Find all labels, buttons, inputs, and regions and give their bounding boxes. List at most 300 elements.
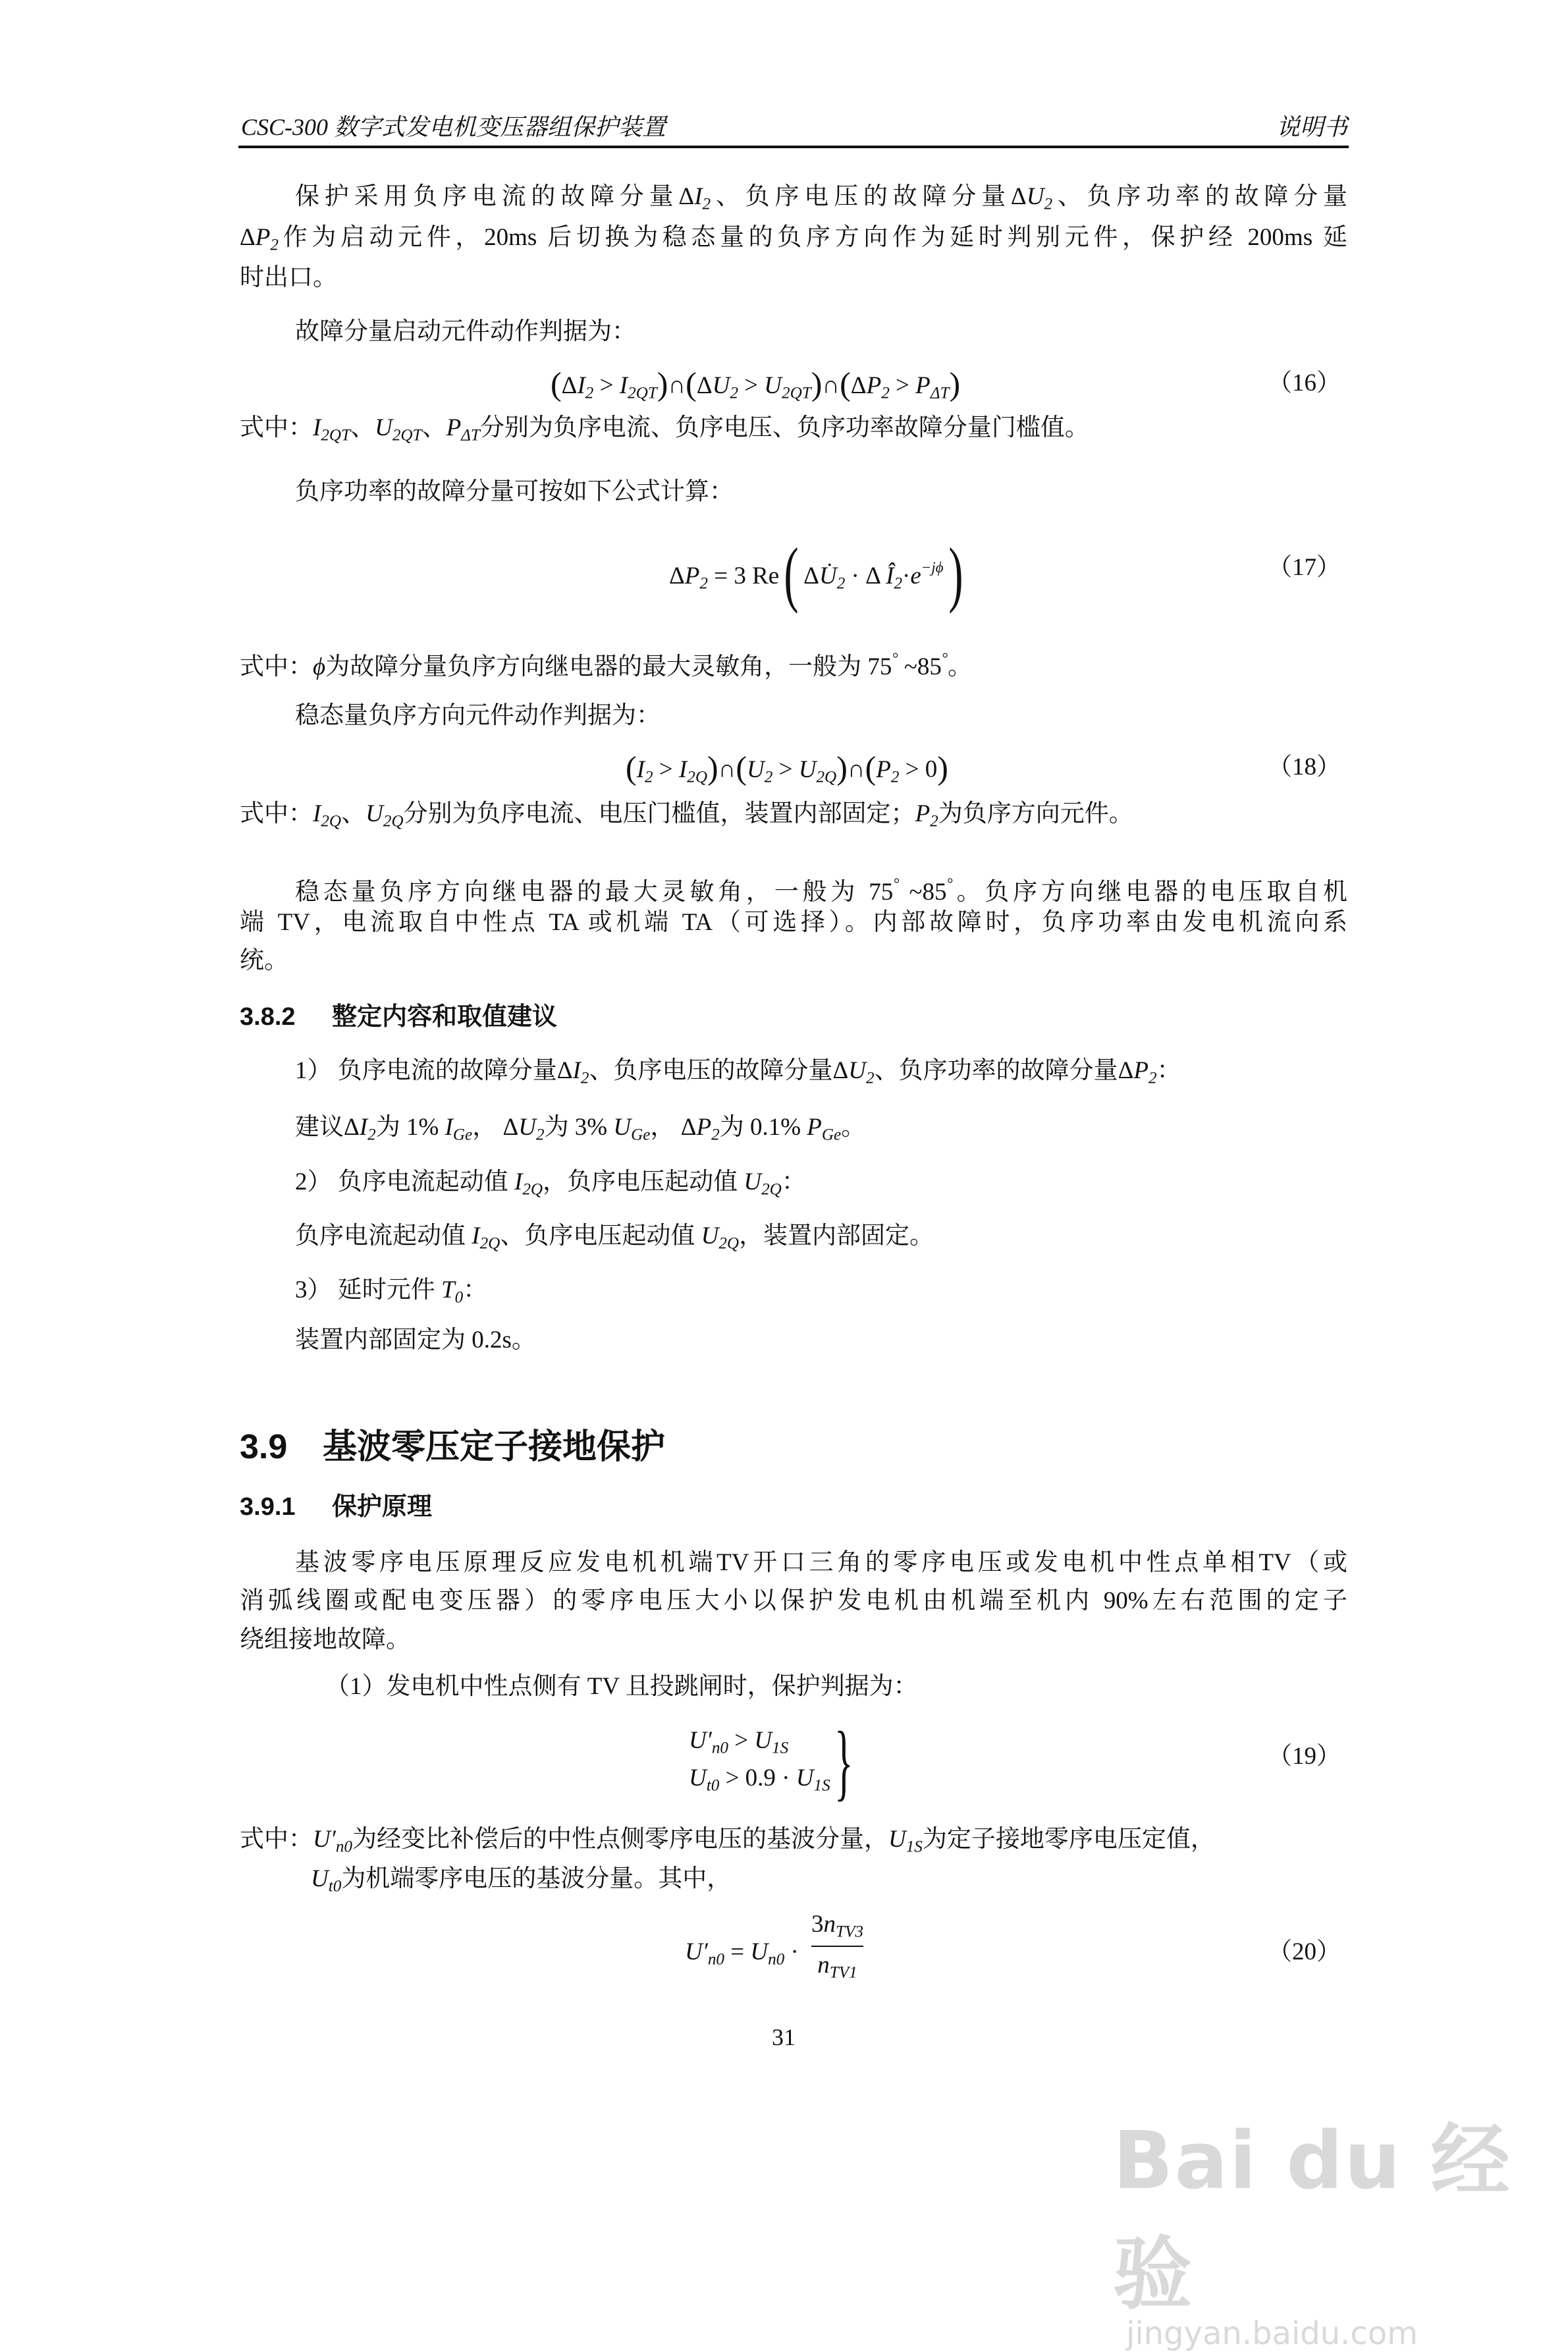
text-run: · xyxy=(784,1938,799,1965)
math-term xyxy=(313,653,325,680)
math-superscript: ° xyxy=(892,650,898,667)
math-subscript: Ge xyxy=(631,1126,651,1144)
math-term xyxy=(886,562,903,593)
math-variable: n xyxy=(817,1951,830,1979)
text-run: 稳态量负序方向元件动作判据为： xyxy=(295,702,661,729)
watermark-url: jingyan.baidu.com xyxy=(1126,2315,1418,2352)
math-term xyxy=(807,1114,842,1144)
text-run: ： xyxy=(463,1276,488,1303)
math-subscript: 1S xyxy=(772,1739,789,1757)
text-run: 。 xyxy=(841,1114,866,1141)
section-heading-3-9 xyxy=(240,1426,665,1468)
parenthesis: ( xyxy=(736,749,747,786)
page-number: 31 xyxy=(772,2024,796,2050)
math-subscript: 2 xyxy=(580,1069,589,1087)
math-subscript: 2 xyxy=(890,768,900,786)
math-variable: U xyxy=(518,1114,536,1141)
math-subscript: n0 xyxy=(768,1950,785,1969)
math-subscript: TV3 xyxy=(836,1923,863,1941)
text-run: 、负序电压的故障分量 xyxy=(711,183,1011,210)
text-run: 、负序电压的故障分量 xyxy=(589,1057,833,1084)
text-run: ∩ xyxy=(718,755,736,783)
text-run: · Δ xyxy=(845,562,886,590)
math-prefix: Δ xyxy=(240,224,256,251)
math-variable: P xyxy=(684,562,700,590)
text-run: 。负序方向继电器的电压取自机 xyxy=(952,879,1348,906)
text-run: 分别为负序电流、电压门槛值，装置内部固定； xyxy=(403,800,915,827)
text-run: > 0.9 · xyxy=(719,1764,796,1791)
text-run: 时出口。 xyxy=(240,264,337,291)
paragraph-line xyxy=(311,1863,731,1903)
math-variable: U xyxy=(712,371,730,399)
math-variable: P xyxy=(807,1114,822,1141)
paragraph-line xyxy=(240,1585,1347,1618)
math-term xyxy=(850,371,890,402)
math-subscript: 2Q xyxy=(687,768,707,786)
math-variable: U xyxy=(311,1865,329,1892)
text-run: > xyxy=(653,755,679,783)
text-run: 、 xyxy=(421,414,446,441)
math-superscript: ° xyxy=(893,875,900,892)
math-subscript: 2Q xyxy=(522,1180,543,1199)
parenthesis: ) xyxy=(937,749,948,786)
paragraph-line xyxy=(240,944,288,977)
math-prefix: Δ xyxy=(344,1114,360,1141)
math-term xyxy=(313,1826,352,1856)
text-run: · xyxy=(902,562,911,590)
math-prefix: Δ xyxy=(680,1114,697,1141)
math-superscript: ° xyxy=(941,650,948,667)
math-term xyxy=(619,371,657,402)
text-run: 。 xyxy=(948,653,973,681)
parenthesis: ( xyxy=(840,365,851,402)
parenthesis: ) xyxy=(811,365,823,402)
equation-number: （16） xyxy=(1268,369,1341,397)
text-run: 负序功率的故障分量可按如下公式计算： xyxy=(295,478,734,505)
text-run: 消弧线圈或配电变压器）的零序电压大小以保护发电机由机端至机内 90%左右范围的定子 xyxy=(240,1587,1347,1614)
math-variable: U xyxy=(689,1764,707,1791)
math-term xyxy=(240,224,279,254)
math-subscript: n0 xyxy=(711,1739,728,1757)
math-subscript: 2 xyxy=(270,236,279,254)
text-run: > xyxy=(728,1727,755,1754)
equation-number: （18） xyxy=(1268,753,1341,780)
watermark-logo: Bai du 经验 xyxy=(1113,2116,1511,2320)
math-variable: I xyxy=(694,183,703,210)
math-subscript: 0 xyxy=(454,1288,464,1307)
paragraph-line xyxy=(240,261,337,294)
math-term xyxy=(311,1865,342,1896)
text-run: 为 1% xyxy=(375,1114,445,1141)
math-term xyxy=(613,1114,651,1144)
paragraph-line xyxy=(325,1670,918,1703)
text-run: 统。 xyxy=(240,947,288,974)
math-subscript: 2Q xyxy=(479,1234,500,1253)
math-term xyxy=(689,1727,728,1757)
math-term xyxy=(941,650,948,680)
math-term xyxy=(365,800,404,831)
section-heading-3-9-1 xyxy=(240,1491,432,1523)
math-variable: P xyxy=(915,800,931,827)
math-variable: U xyxy=(750,1938,769,1965)
math-term xyxy=(678,183,711,213)
text-run: ，装置内部固定。 xyxy=(739,1222,934,1249)
text-run: 1） 负序电流的故障分量 xyxy=(295,1057,557,1084)
text-run: = xyxy=(724,1938,751,1965)
math-subscript: n0 xyxy=(335,1838,352,1856)
text-run: ，负序电压起动值 xyxy=(543,1168,744,1195)
paragraph-line xyxy=(240,1823,1215,1864)
math-variable: U xyxy=(365,800,383,827)
math-term xyxy=(876,755,900,786)
text-run: 、 xyxy=(341,800,366,827)
math-subscript: 2 xyxy=(644,768,653,786)
math-term xyxy=(636,755,653,786)
parenthesis: ( xyxy=(865,749,877,786)
math-subscript: 2 xyxy=(367,1126,376,1144)
math-variable: I xyxy=(572,1057,581,1084)
text-run: ∩ xyxy=(847,755,865,783)
math-subscript: Ge xyxy=(821,1126,842,1144)
math-subscript: 1S xyxy=(906,1838,923,1856)
math-term xyxy=(915,800,938,831)
parenthesis: ) xyxy=(707,749,718,786)
math-variable: Î xyxy=(886,562,894,590)
math-variable: I xyxy=(313,800,321,827)
text-run: > xyxy=(738,371,765,399)
math-subscript: 2QT xyxy=(321,426,351,445)
paragraph-line xyxy=(240,798,1133,838)
paragraph-line xyxy=(240,1624,410,1656)
math-variable: U xyxy=(798,755,817,783)
text-run: 式中： xyxy=(240,1826,313,1853)
math-prefix: Δ xyxy=(696,371,713,399)
text-run: = 3 Re xyxy=(707,562,780,590)
text-run: 式中： xyxy=(240,653,313,681)
math-variable: U′ xyxy=(685,1938,708,1965)
section-title: 整定内容和取值建议 xyxy=(332,1003,558,1031)
math-prefix: Δ xyxy=(1010,183,1027,210)
math-term xyxy=(502,1114,545,1144)
math-term xyxy=(701,1222,740,1253)
text-run: 绕组接地故障。 xyxy=(240,1626,410,1653)
math-prefix: Δ xyxy=(850,371,867,399)
text-run: 保护采用负序电流的故障分量 xyxy=(295,183,679,210)
paragraph-line xyxy=(295,1111,865,1152)
math-subscript: 1S xyxy=(813,1776,830,1795)
paragraph-line xyxy=(295,1324,536,1357)
fraction-numerator xyxy=(811,1910,863,1942)
paragraph-line xyxy=(240,906,1347,939)
text-run: ∩ xyxy=(822,371,840,399)
text-run: > xyxy=(593,371,620,399)
text-run: 式中： xyxy=(240,800,313,827)
math-variable: U xyxy=(796,1764,814,1791)
math-prefix: Δ xyxy=(832,1057,849,1084)
math-term xyxy=(441,1276,464,1307)
math-subscript: 2 xyxy=(730,384,738,402)
text-run: 、负序功率的故障分量 xyxy=(1052,183,1348,210)
math-term xyxy=(937,749,948,786)
text-run: ， xyxy=(472,1114,503,1141)
math-variable: P xyxy=(866,371,882,399)
math-variable: P xyxy=(255,224,271,251)
math-variable: U̇ xyxy=(819,562,837,590)
math-prefix: Δ xyxy=(556,1057,573,1084)
math-term xyxy=(747,755,773,786)
paragraph-line xyxy=(295,867,1347,909)
math-superscript: ° xyxy=(946,875,953,892)
text-run: 作为启动元件，20ms 后切换为稳态量的负序方向作为延时判别元件，保护经 200ms 延 xyxy=(278,224,1347,251)
baidu-jingyan-watermark xyxy=(1113,2098,1568,2352)
text-run: > xyxy=(772,755,799,783)
math-superscript: −jϕ xyxy=(921,559,944,576)
section-title: 基波零压定子接地保护 xyxy=(323,1428,666,1466)
large-parenthesis: ( xyxy=(784,533,799,615)
parenthesis: ( xyxy=(551,365,562,402)
math-subscript: 2 xyxy=(881,384,890,402)
math-term xyxy=(446,414,480,445)
math-subscript: 2 xyxy=(865,1069,875,1087)
math-term xyxy=(736,749,747,786)
math-variable: U xyxy=(764,371,782,399)
math-term xyxy=(754,1727,789,1757)
math-term xyxy=(375,414,422,445)
math-variable: n xyxy=(823,1911,836,1938)
math-subscript: 2 xyxy=(585,384,594,402)
math-subscript: 2Q xyxy=(718,1234,740,1253)
math-term xyxy=(743,1168,782,1199)
paragraph-line xyxy=(295,315,636,348)
math-variable: I xyxy=(619,371,628,399)
math-subscript: 2 xyxy=(930,812,938,831)
math-variable: T xyxy=(441,1276,455,1303)
math-variable: U xyxy=(613,1114,632,1141)
text-run: 建议 xyxy=(295,1114,344,1141)
text-run: 基波零序电压原理反应发电机机端TV开口三角的零序电压或发电机中性点单相TV（或 xyxy=(295,1549,1347,1576)
text-run: 3） 延时元件 xyxy=(295,1276,441,1303)
equation-number: （17） xyxy=(1268,554,1341,581)
equation-19-line-2 xyxy=(689,1762,830,1803)
text-run: 、 xyxy=(350,414,375,441)
text-run: > xyxy=(889,371,916,399)
math-term xyxy=(888,1826,923,1856)
math-variable: U xyxy=(1026,183,1044,210)
math-variable: P xyxy=(876,755,891,783)
math-subscript: t0 xyxy=(328,1877,342,1896)
math-term xyxy=(1010,183,1053,213)
math-variable: I xyxy=(445,1114,453,1141)
equation-18 xyxy=(626,751,948,794)
math-term xyxy=(657,365,668,402)
math-variable: e xyxy=(910,562,921,590)
right-brace: } xyxy=(834,1714,853,1809)
math-subscript: 2QT xyxy=(782,384,811,402)
section-number: 3.9.1 xyxy=(240,1493,296,1521)
equation-20-fraction xyxy=(811,1910,863,1982)
math-term xyxy=(764,371,811,402)
text-run: 为机端零序电压的基波分量。其中， xyxy=(341,1865,732,1892)
math-term xyxy=(750,1938,785,1969)
math-variable: U xyxy=(754,1727,772,1754)
text-run: ， xyxy=(650,1114,681,1141)
math-prefix: Δ xyxy=(803,562,819,590)
section-title: 保护原理 xyxy=(332,1493,433,1521)
math-subscript: 2 xyxy=(836,574,846,593)
math-subscript: 2 xyxy=(699,574,708,593)
math-variable: U′ xyxy=(689,1727,712,1754)
math-variable: U xyxy=(743,1168,762,1195)
parenthesis: ( xyxy=(686,365,697,402)
text-run: ~85 xyxy=(899,879,947,906)
math-subscript: 2Q xyxy=(383,812,404,831)
text-run: 装置内部固定为 0.2s。 xyxy=(295,1326,536,1354)
math-variable: U xyxy=(848,1057,866,1084)
math-term xyxy=(696,371,738,402)
math-term xyxy=(832,1057,875,1087)
math-variable: P xyxy=(446,414,462,441)
text-run: 3 xyxy=(811,1911,824,1938)
section-heading-3-8-2 xyxy=(240,1000,557,1033)
math-variable: I xyxy=(577,371,585,399)
math-term xyxy=(561,371,594,402)
math-prefix: Δ xyxy=(502,1114,519,1141)
math-term xyxy=(910,559,944,590)
text-run: ： xyxy=(781,1168,806,1195)
paragraph-line xyxy=(240,221,1347,262)
header-right: 说明书 xyxy=(1276,114,1347,140)
math-term xyxy=(811,365,823,402)
text-run: 故障分量启动元件动作判据为： xyxy=(295,318,636,345)
math-term xyxy=(685,1938,724,1969)
text-run: > 0 xyxy=(899,755,938,783)
math-variable: I xyxy=(359,1114,368,1141)
text-run: 为负序方向元件。 xyxy=(938,800,1133,827)
text-run: 为故障分量负序方向继电器的最大灵敏角，一般为 75 xyxy=(325,653,892,681)
math-prefix: Δ xyxy=(678,183,695,210)
equation-number: （20） xyxy=(1268,1938,1341,1965)
equation-17 xyxy=(669,533,967,615)
math-term xyxy=(678,755,707,786)
text-run: 、负序功率的故障分量 xyxy=(874,1057,1118,1084)
text-run: 为 3% xyxy=(544,1114,614,1141)
equation-16 xyxy=(551,367,960,410)
math-variable: U xyxy=(747,755,765,783)
math-variable: U xyxy=(375,414,392,441)
math-subscript: 2Q xyxy=(321,812,342,831)
text-run: （1）发电机中性点侧有 TV 且投跳闸时，保护判据为： xyxy=(325,1673,918,1700)
paragraph-line xyxy=(295,1546,1347,1579)
math-term xyxy=(817,1951,857,1982)
math-term xyxy=(514,1168,543,1199)
math-variable: U xyxy=(888,1826,906,1853)
equation-20-lhs xyxy=(685,1936,799,1977)
text-run: 为定子接地零序电压定值， xyxy=(922,1826,1215,1853)
math-variable: I xyxy=(472,1222,480,1249)
section-number: 3.8.2 xyxy=(240,1003,296,1031)
math-term xyxy=(313,414,351,445)
fraction-bar xyxy=(811,1946,863,1947)
math-subscript: t0 xyxy=(706,1776,720,1795)
math-term xyxy=(779,533,803,615)
large-parenthesis: ) xyxy=(948,533,963,615)
fraction-denominator xyxy=(817,1951,857,1983)
math-term xyxy=(865,749,877,786)
list-item xyxy=(295,1054,1181,1095)
text-run: 负序电流起动值 xyxy=(295,1222,472,1249)
text-run: 、负序电压起动值 xyxy=(500,1222,701,1249)
math-term xyxy=(944,533,968,615)
math-subscript: 2 xyxy=(1044,195,1053,213)
math-variable: I xyxy=(514,1168,523,1195)
math-variable: I xyxy=(678,755,688,783)
text-run: 2） 负序电流起动值 xyxy=(295,1168,514,1195)
math-prefix: Δ xyxy=(561,371,578,399)
math-term xyxy=(556,1057,589,1087)
paragraph-line xyxy=(295,699,661,732)
math-term xyxy=(445,1114,473,1144)
math-variable: P xyxy=(915,371,931,399)
math-variable: ϕ xyxy=(313,653,326,681)
math-term xyxy=(626,749,637,786)
math-variable: U xyxy=(701,1222,719,1249)
text-run: ~85 xyxy=(898,653,942,681)
math-subscript: 2 xyxy=(1148,1069,1157,1087)
text-run: 分别为负序电流、负序电压、负序功率故障分量门槛值。 xyxy=(479,414,1089,441)
text-run: 稳态量负序方向继电器的最大灵敏角，一般为 75 xyxy=(295,879,894,906)
math-subscript: TV1 xyxy=(829,1963,857,1982)
math-subscript: 2 xyxy=(894,574,903,593)
math-prefix: Δ xyxy=(1118,1057,1134,1084)
math-term xyxy=(949,365,961,402)
math-prefix: Δ xyxy=(669,562,685,590)
math-subscript: 2Q xyxy=(816,768,837,786)
parenthesis: ( xyxy=(626,749,637,786)
math-term xyxy=(915,371,950,402)
math-variable: I xyxy=(636,755,645,783)
parenthesis: ) xyxy=(949,365,961,402)
math-subscript: 2 xyxy=(702,195,711,213)
math-term xyxy=(680,1114,720,1144)
parenthesis: ) xyxy=(657,365,668,402)
math-term xyxy=(892,650,898,680)
math-term xyxy=(946,875,953,906)
math-term xyxy=(707,749,718,786)
math-subscript: ΔT xyxy=(461,426,480,445)
math-term xyxy=(313,800,342,831)
equation-19-line-1 xyxy=(689,1724,788,1765)
header-rule xyxy=(238,146,1349,148)
math-term xyxy=(803,562,846,593)
math-variable: P xyxy=(696,1114,712,1141)
list-item xyxy=(295,1166,806,1207)
paragraph-line xyxy=(295,180,1347,221)
text-run: 为经变比补偿后的中性点侧零序电压的基波分量， xyxy=(352,1826,888,1853)
math-subscript: 2 xyxy=(764,768,773,786)
math-term xyxy=(472,1222,500,1253)
math-subscript: ΔT xyxy=(930,384,950,402)
math-term xyxy=(823,1911,863,1941)
math-subscript: 2Q xyxy=(761,1180,782,1199)
math-subscript: Ge xyxy=(452,1126,473,1144)
math-term xyxy=(669,562,708,593)
math-subscript: 2 xyxy=(711,1126,720,1144)
math-variable: P xyxy=(1133,1057,1149,1084)
math-variable: I xyxy=(313,414,321,441)
header-title: CSC-300 数字式发电机变压器组保护装置 xyxy=(241,114,666,140)
math-term xyxy=(840,365,851,402)
section-number: 3.9 xyxy=(240,1428,288,1466)
